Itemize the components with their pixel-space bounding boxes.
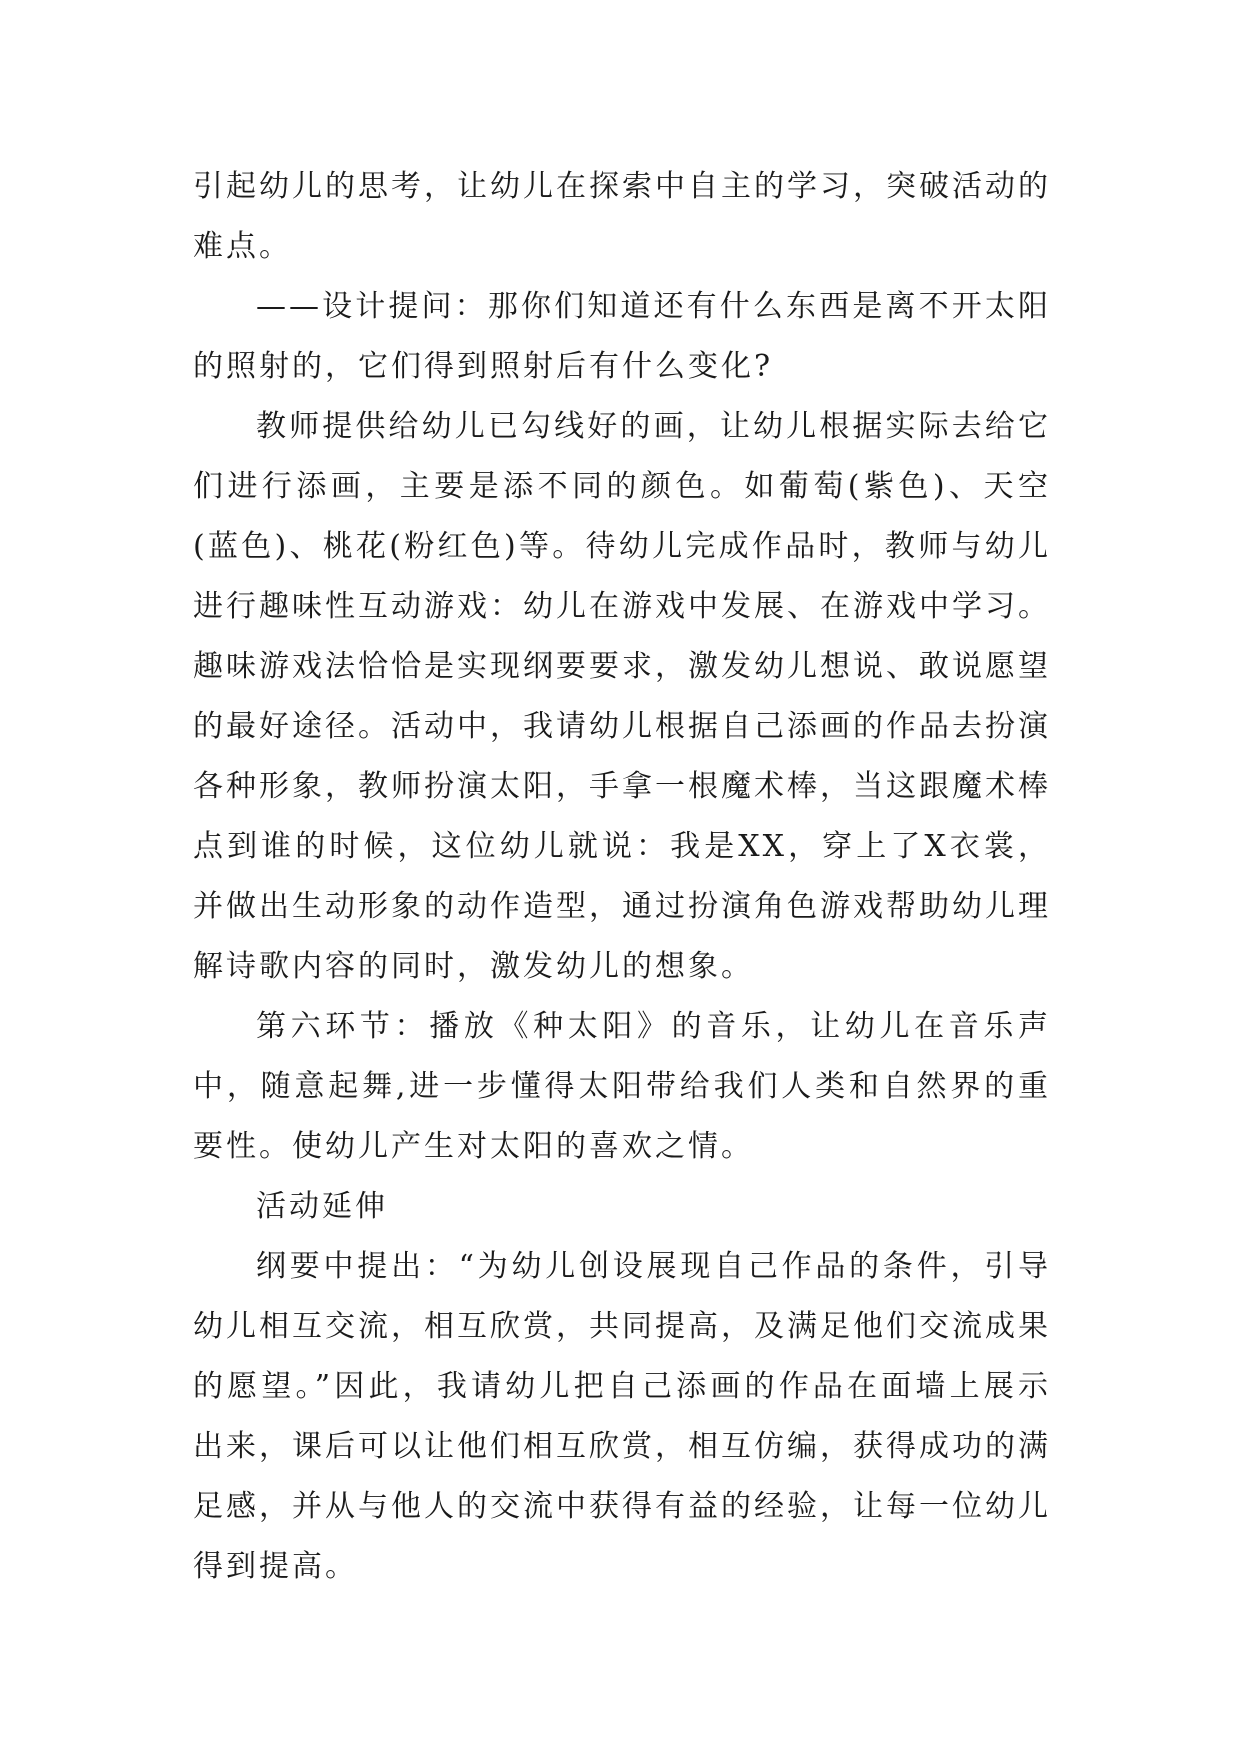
paragraph-teacher-activity: 教师提供给幼儿已勾线好的画，让幼儿根据实际去给它们进行添画，主要是添不同的颜色。如葡萄(紫色)、天空(蓝色)、桃花(粉红色)等。待幼儿完成作品时，教师与幼儿进行趣味性互动游戏：幼儿在游戏中发展、在游戏中学习。趣味游戏法恰恰是实现纲要要求，激发幼儿想说、敢说愿望的最好途径。活动中，我请幼儿根据自己添画的作品去扮演各种形象，教师扮演太阳，手拿一根魔术棒，当这跟魔术棒点到谁的时候，这位幼儿就说：我是XX，穿上了X衣裳，并做出生动形象的动作造型，通过扮演角色游戏帮助幼儿理解诗歌内容的同时，激发幼儿的想象。 (193, 409, 1051, 984)
paragraph-continuation: 引起幼儿的思考，让幼儿在探索中自主的学习，突破活动的难点。 (193, 169, 1051, 264)
paragraph-design-question: ——设计提问：那你们知道还有什么东西是离不开太阳的照射的，它们得到照射后有什么变化? (193, 289, 1051, 384)
paragraph-outline-quote: 纲要中提出：“为幼儿创设展现自己作品的条件，引导幼儿相互交流，相互欣赏，共同提高，及满足他们交流成果的愿望。”因此，我请幼儿把自己添画的作品在面墙上展示出来，课后可以让他们相互欣赏，相互仿编，获得成功的满足感，并从与他人的交流中获得有益的经验，让每一位幼儿得到提高。 (193, 1249, 1051, 1584)
document-body (193, 157, 1051, 1597)
paragraph-sixth-step: 第六环节：播放《种太阳》的音乐，让幼儿在音乐声中，随意起舞,进一步懂得太阳带给我们人类和自然界的重要性。使幼儿产生对太阳的喜欢之情。 (193, 1009, 1051, 1164)
section-heading-activity-extension: 活动延伸 (256, 1189, 388, 1224)
